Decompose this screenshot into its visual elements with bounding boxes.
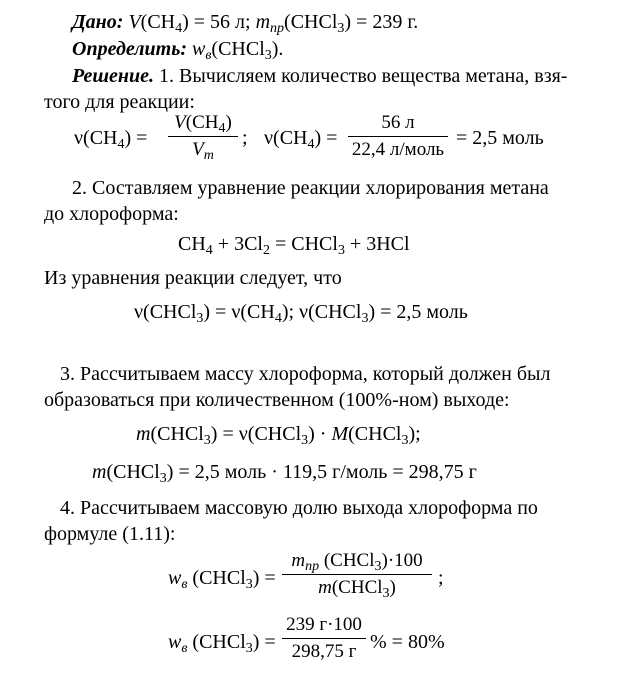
eq-text: ν(CHCl xyxy=(134,301,197,323)
eq-text: (CHCl xyxy=(348,423,402,445)
eq-text: ν(CH xyxy=(264,127,308,149)
fraction-bar xyxy=(348,136,448,137)
eq-text: + 3HCl xyxy=(344,233,410,255)
fraction-symbol: w xyxy=(168,567,182,589)
subscript: 4 xyxy=(307,137,315,152)
fraction-denominator: 22,4 л/моль xyxy=(351,139,445,161)
eq2 xyxy=(134,300,468,324)
fraction-numerator: 239 г·100 xyxy=(286,614,362,635)
eq4 xyxy=(92,460,477,484)
step4-line-1: 4. Рассчитываем массовую долю выхода хлороформа по xyxy=(60,497,538,519)
eq5-separator: ; xyxy=(438,567,444,589)
step4-line-2: формуле (1.11): xyxy=(44,523,176,545)
given-label: Дано: xyxy=(72,11,124,33)
subscript: 3 xyxy=(301,433,309,448)
subscript: в xyxy=(181,641,188,656)
subscript: 3 xyxy=(382,586,390,602)
eq6-fraction xyxy=(282,614,366,663)
find-label: Определить: xyxy=(72,38,187,60)
subscript: 3 xyxy=(361,311,369,326)
fraction-symbol: w xyxy=(192,38,206,60)
eq1-fraction-1 xyxy=(168,112,238,164)
eq-text: ) = xyxy=(314,127,338,149)
eq-text: CH xyxy=(178,233,206,255)
subscript: 4 xyxy=(117,137,125,152)
solution-label: Решение. xyxy=(72,65,155,87)
fraction-bar xyxy=(282,574,432,575)
eq5-lhs xyxy=(168,566,276,590)
subscript: 4 xyxy=(175,21,183,36)
eq-text: ν(CH xyxy=(74,127,118,149)
eq-text: (CHCl xyxy=(106,461,160,483)
eq3 xyxy=(136,422,421,446)
subscript: 3 xyxy=(245,641,253,656)
subscript: в xyxy=(205,48,212,63)
eq-text: ) = xyxy=(252,567,276,589)
subscript: 3 xyxy=(337,243,345,258)
eq1-lhs2 xyxy=(264,126,337,150)
eq-text: ); ν(CHCl xyxy=(281,301,362,323)
step2-line-2: до хлороформа: xyxy=(44,203,179,225)
subscript: 3 xyxy=(203,433,211,448)
eq1-separator: ; xyxy=(242,127,248,149)
given-text: (CHCl xyxy=(284,11,338,33)
eq1-result: = 2,5 моль xyxy=(456,127,544,149)
subscript: 3 xyxy=(264,48,272,63)
step1-text: 1. Вычисляем количество вещества метана, взя- xyxy=(159,65,568,87)
eq5-fraction xyxy=(282,550,432,602)
eq-text: ) = xyxy=(124,127,148,149)
eq-text: (CHCl xyxy=(150,423,204,445)
eq-text: ) · xyxy=(308,423,332,445)
eq-text: (CH xyxy=(185,112,219,133)
mass-symbol: m xyxy=(136,423,151,445)
follows-text: Из уравнения реакции следует, что xyxy=(44,267,342,289)
subscript: 4 xyxy=(274,311,282,326)
subscript: m xyxy=(203,148,214,164)
fraction-numerator: 56 л xyxy=(381,112,415,133)
eq1-fraction-2 xyxy=(348,112,448,161)
step2-line-1: 2. Составляем уравнение реакции хлорирования метана xyxy=(72,177,549,199)
fraction-bar xyxy=(282,638,366,639)
solution-line-2: того для реакции: xyxy=(44,91,195,113)
volume-symbol: V xyxy=(128,11,141,33)
eq-text: = CHCl xyxy=(269,233,338,255)
subscript: 3 xyxy=(337,21,345,36)
eq-text: ) = ν(CHCl xyxy=(210,423,302,445)
eq-text: (CHCl xyxy=(187,567,246,589)
mass-symbol: m xyxy=(318,577,332,599)
subscript: 4 xyxy=(205,243,213,258)
given-line xyxy=(72,10,418,34)
subscript: 3 xyxy=(196,311,204,326)
eq-text: )·100 xyxy=(381,550,423,571)
subscript: 3 xyxy=(374,559,382,574)
eq-text: ) xyxy=(225,112,232,133)
eq-text: (CHCl xyxy=(331,577,383,599)
eq1-lhs xyxy=(74,126,147,150)
mass-symbol: m xyxy=(291,550,306,571)
eq6-lhs xyxy=(168,630,276,654)
eq-text: (CHCl xyxy=(187,631,246,653)
eq-text: ) = 2,5 моль · 119,5 г/моль = 298,75 г xyxy=(166,461,477,483)
eq-text: ); xyxy=(408,423,421,445)
given-text: ) = 56 л; xyxy=(182,11,251,33)
reaction-equation xyxy=(178,232,410,256)
find-line xyxy=(72,37,283,61)
subscript: в xyxy=(181,577,188,592)
subscript: 2 xyxy=(262,243,270,258)
subscript: 3 xyxy=(245,577,253,592)
fraction-denominator xyxy=(318,577,396,602)
subscript: 4 xyxy=(218,121,226,136)
subscript: пр xyxy=(305,559,320,574)
eq-text: ) = xyxy=(252,631,276,653)
molar-mass-symbol: M xyxy=(331,423,349,445)
eq-text: (CHCl xyxy=(319,550,375,571)
eq-symbol: V xyxy=(192,139,204,161)
eq6-result: % = 80% xyxy=(370,631,445,653)
eq-text: ) xyxy=(389,577,396,599)
fraction-symbol: w xyxy=(168,631,182,653)
mass-symbol: m xyxy=(255,11,271,33)
subscript: пр xyxy=(270,21,285,36)
eq-symbol: V xyxy=(174,112,186,133)
eq-text: ) = 2,5 моль xyxy=(368,301,468,323)
eq-text: + 3Cl xyxy=(212,233,263,255)
subscript: 3 xyxy=(401,433,409,448)
subscript: 3 xyxy=(159,471,167,486)
mass-symbol: m xyxy=(92,461,107,483)
find-text: (CHCl xyxy=(211,38,265,60)
find-text: ). xyxy=(271,38,284,60)
eq-text: ) = ν(CH xyxy=(203,301,275,323)
given-text: (CH xyxy=(140,11,176,33)
fraction-numerator xyxy=(174,112,232,134)
fraction-denominator: 298,75 г xyxy=(291,641,357,663)
fraction-denominator xyxy=(192,139,214,164)
fraction-numerator xyxy=(291,550,422,572)
step3-line-2: образоваться при количественном (100%-ном) выходе: xyxy=(44,389,510,411)
fraction-bar xyxy=(168,136,238,137)
step3-line-1: 3. Рассчитываем массу хлороформа, который должен был xyxy=(60,363,551,385)
solution-line-1 xyxy=(72,64,567,88)
given-text: ) = 239 г. xyxy=(344,11,419,33)
